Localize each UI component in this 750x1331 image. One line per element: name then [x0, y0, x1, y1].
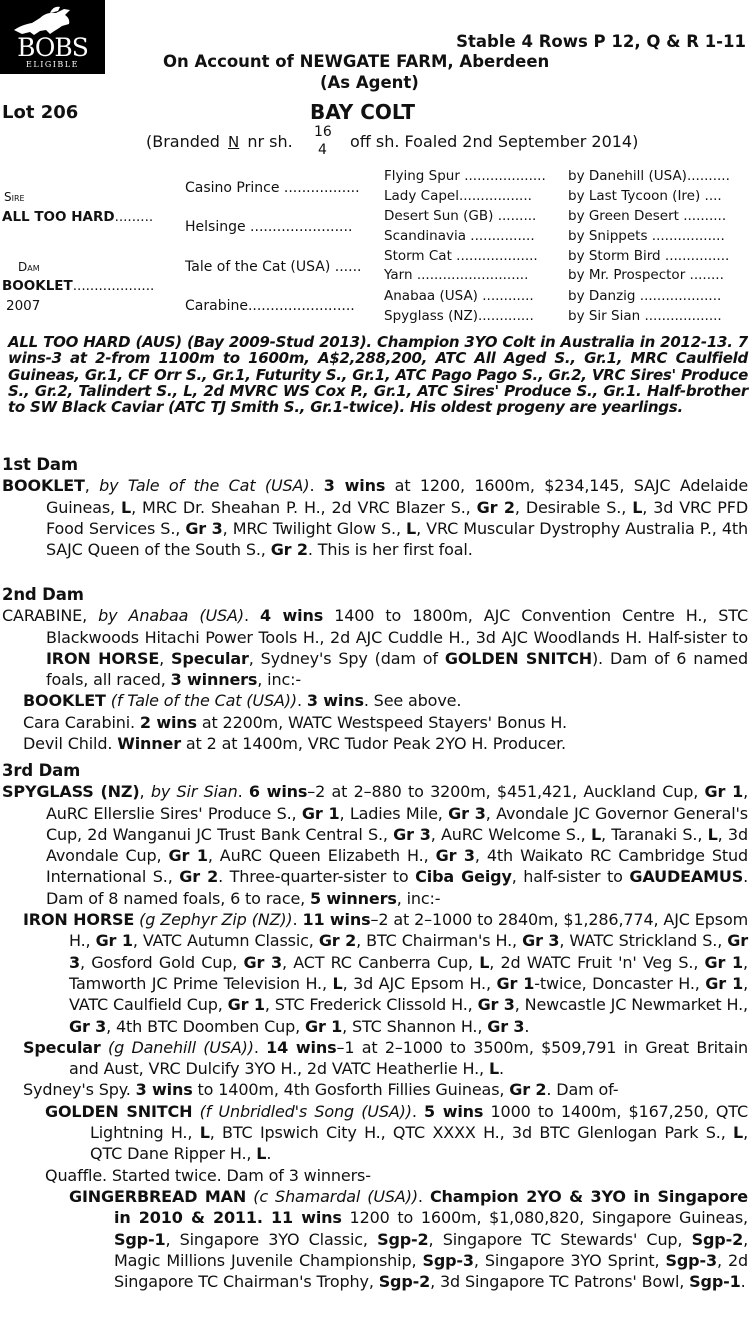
sire-summary: ALL TOO HARD (AUS) (Bay 2009-Stud 2013). Champion 3YO Colt in Australia in 2012-13. 7 wins-3 at 2-from 1100m to 1600m, A$2,288,200, ATC All Aged S., Gr.1, MRC Caulfield Guineas, Gr.1, CF Orr S., Gr.1, Futurity S., Gr.1, ATC Pago Pago S., Gr.2, VRC Sires' Produce S., Gr.2, Talindert S., L, 2d MVRC WS Cox P., Gr.1, ATC Sires' Produce S., Gr.1. Half-brother to SW Black Caviar (ATC TJ Smith S., Gr.1-twice). His oldest progeny are yearlings.: [8, 333, 748, 417]
sire: ALL TOO HARD: [2, 209, 115, 225]
first-dam-entry: BOOKLET, by Tale of the Cat (USA). 3 wins at 1200, 1600m, $234,145, SAJC Adelaide Guineas, L, MRC Dr. Sheahan P. H., 2d VRC Blazer S., Gr 2, Desirable S., L, 3d VRC PFD Food Services S., Gr 3, MRC Twilight Glow S., L, VRC Muscular Dystrophy Australia P., 4th SAJC Queen of the South S., Gr 2. This is her first foal.: [2, 476, 749, 560]
pedigree-g3-6: Yarn ..........................: [384, 267, 529, 283]
progeny-iron-horse: IRON HORSE (g Zephyr Zip (NZ)). 11 wins–2 at 2–1000 to 2840m, $1,286,774, AJC Epsom H., Gr 1, VATC Autumn Classic, Gr 2, BTC Chairman's H., Gr 3, WATC Strickland S., Gr 3, Gosford Gold Cup, Gr 3, ACT RC Canberra Cup, L, 2d WATC Fruit 'n' Veg S., Gr 1, Tamworth JC Prime Television H., L, 3d AJC Epsom H., Gr 1-twice, Doncaster H., Gr 1, VATC Caulfield Cup, Gr 1, STC Frederick Clissold H., Gr 3, Newcastle JC Newmarket H., Gr 3, 4th BTC Doomben Cup, Gr 1, STC Shannon H., Gr 3.: [23, 910, 749, 1036]
foaling-year: 2007: [6, 298, 41, 314]
dam-dots: ...................: [72, 278, 155, 294]
vendor-account: On Account of NEWGATE FARM, Aberdeen: [163, 52, 550, 71]
dam: BOOKLET: [2, 278, 73, 294]
second-dam-section: [2, 584, 748, 754]
brand-mark: N: [228, 133, 240, 151]
second-dam-heading: 2nd Dam: [2, 585, 84, 604]
brand-fraction-denominator: 4: [318, 142, 327, 158]
sire-label: Sire: [4, 190, 25, 204]
pedigree-g3-4: Scandinavia ...............: [384, 228, 535, 244]
granddam: Carabine........................: [185, 298, 355, 314]
grandprogeny-quaffle: Quaffle. Started twice. Dam of 3 winners-: [45, 1165, 371, 1185]
pedigree-g3-1: Flying Spur ...................: [384, 168, 546, 184]
pedigree-g4-4: by Snippets .................: [568, 228, 725, 244]
dam-label: Dam: [18, 260, 40, 274]
third-dam-section: [2, 760, 748, 1292]
damsire: Tale of the Cat (USA) ......: [185, 259, 362, 275]
brand-line: [146, 132, 293, 151]
bobs-eligible-logo: [0, 0, 105, 74]
third-dam-heading: 3rd Dam: [2, 761, 81, 780]
vendor-agent: (As Agent): [320, 73, 419, 92]
pedigree-g4-6: by Mr. Prospector ........: [568, 267, 724, 283]
pedigree-g4-2: by Last Tycoon (Ire) ....: [568, 188, 722, 204]
foaling-details: off sh. Foaled 2nd September 2014): [350, 132, 639, 151]
pedigree-g4-7: by Danzig ...................: [568, 288, 722, 304]
first-dam-section: [2, 454, 748, 560]
sire-name: [2, 209, 153, 225]
brand-fraction-numerator: 16: [314, 124, 332, 140]
great-grandprogeny-gingerbread-man: GINGERBREAD MAN (c Shamardal (USA)). Champion 2YO & 3YO in Singapore in 2010 & 2011. 11 wins 1200 to 1600m, $1,080,820, Singapore Guineas, Sgp-1, Singapore 3YO Classic, Sgp-2, Singapore TC Stewards' Cup, Sgp-2, Magic Millions Juvenile Championship, Sgp-3, Singapore 3YO Sprint, Sgp-3, 2d Singapore TC Chairman's Trophy, Sgp-2, 3d Singapore TC Patrons' Bowl, Sgp-1.: [69, 1186, 748, 1292]
dam-name: [2, 278, 154, 294]
logo-subtitle: ELIGIBLE: [26, 60, 79, 69]
pedigree-g4-5: by Storm Bird ...............: [568, 248, 730, 264]
third-dam-entry: SPYGLASS (NZ), by Sir Sian. 6 wins–2 at 2–880 to 3200m, $451,421, Auckland Cup, Gr 1, AuRC Ellerslie Sires' Produce S., Gr 1, Ladies Mile, Gr 3, Avondale JC Governor General's Cup, 2d Wanganui JC Trust Bank Central S., Gr 3, AuRC Welcome S., L, Taranaki S., L, 3d Avondale Cup, Gr 1, AuRC Queen Elizabeth H., Gr 3, 4th Waikato RC Cambridge Stud International S., Gr 2. Three-quarter-sister to Ciba Geigy, half-sister to GAUDEAMUS. Dam of 8 named foals, 6 to race, 5 winners, inc:-: [2, 782, 749, 908]
pedigree-g3-8: Spyglass (NZ).............: [384, 308, 534, 324]
first-dam-heading: 1st Dam: [2, 455, 78, 474]
progeny-sydneys-spy: Sydney's Spy. 3 wins to 1400m, 4th Gosforth Fillies Guineas, Gr 2. Dam of-: [23, 1080, 619, 1100]
sire-dots: .........: [114, 209, 154, 225]
logo-name: BOBS: [17, 33, 88, 62]
progeny-booklet: BOOKLET (f Tale of the Cat (USA)). 3 wins. See above.: [23, 691, 462, 711]
pedigree-g3-2: Lady Capel.................: [384, 188, 532, 204]
pedigree-g4-3: by Green Desert ..........: [568, 208, 727, 224]
granddam-sire-side: Helsinge .......................: [185, 219, 353, 235]
pedigree-g3-3: Desert Sun (GB) .........: [384, 208, 537, 224]
pedigree-g3-7: Anabaa (USA) ............: [384, 288, 534, 304]
progeny-devil-child: Devil Child. Winner at 2 at 1400m, VRC Tudor Peak 2YO H. Producer.: [23, 734, 566, 754]
lot-number: Lot 206: [2, 102, 79, 123]
stable-location: Stable 4 Rows P 12, Q & R 1-11: [456, 32, 746, 51]
grandsire: Casino Prince .................: [185, 180, 360, 196]
pedigree-g4-8: by Sir Sian ..................: [568, 308, 722, 324]
brand-position: nr sh.: [247, 132, 293, 151]
grandprogeny-golden-snitch: GOLDEN SNITCH (f Unbridled's Song (USA)). 5 wins 1000 to 1400m, $167,250, QTC Lightning H., L, BTC Ipswich City H., QTC XXXX H., 3d BTC Glenlogan Park S., L, QTC Dane Ripper H., L.: [45, 1101, 749, 1164]
pedigree-g4-1: by Danehill (USA)..........: [568, 168, 730, 184]
pedigree-g3-5: Storm Cat ...................: [384, 248, 538, 264]
brand-prefix: (Branded: [146, 132, 220, 151]
progeny-specular: Specular (g Danehill (USA)). 14 wins–1 at 2–1000 to 3500m, $509,791 in Great Britain and Aust, VRC Dulcify 3YO H., 2d VATC Heatherlie H., L.: [23, 1037, 748, 1079]
second-dam-entry: CARABINE, by Anabaa (USA). 4 wins 1400 to 1800m, AJC Convention Centre H., STC Blackwoods Hitachi Power Tools H., 2d AJC Cuddle H., 3d AJC Woodlands H. Half-sister to IRON HORSE, Specular, Sydney's Spy (dam of GOLDEN SNITCH). Dam of 6 named foals, all raced, 3 winners, inc:-: [2, 606, 749, 690]
progeny-cara-carabini: Cara Carabini. 2 wins at 2200m, WATC Westspeed Stayers' Bonus H.: [23, 712, 567, 732]
horse-description: BAY COLT: [310, 100, 416, 124]
